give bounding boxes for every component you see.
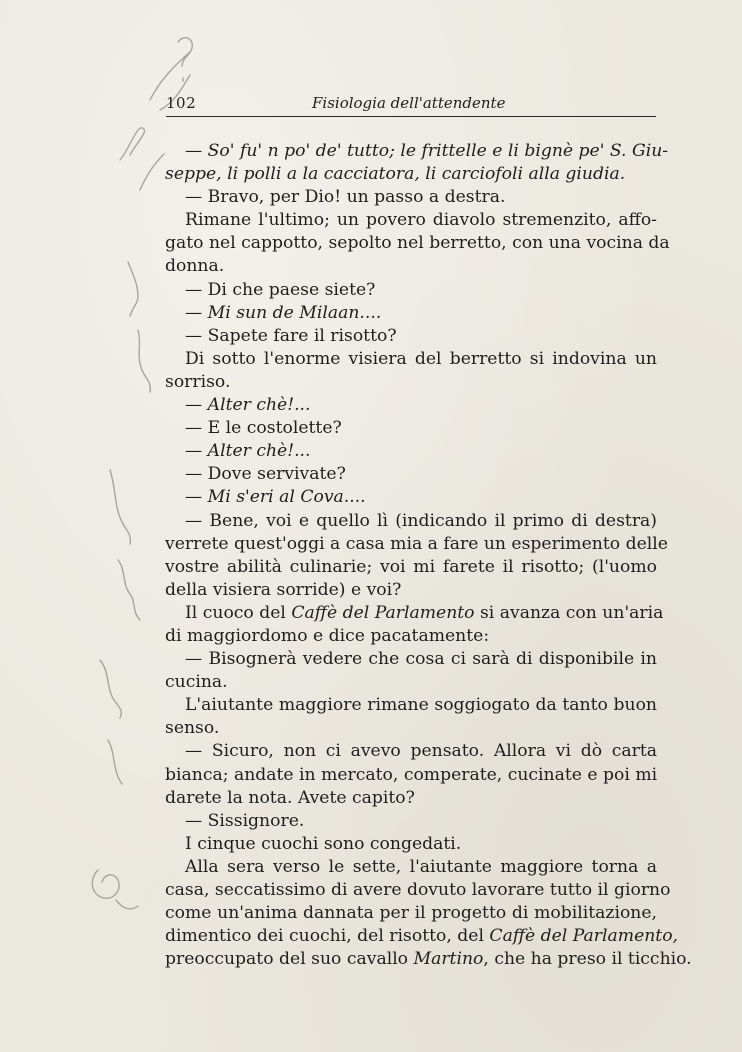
text-line [165, 463, 657, 486]
roman-segment: — Bisognerà vedere che cosa ci sarà di disponibile in [185, 649, 657, 670]
roman-segment: preoccupato del suo cavallo [165, 949, 414, 970]
text-line [165, 394, 657, 417]
roman-segment: — E le costolette? [185, 418, 342, 439]
text-line [165, 856, 657, 879]
text-line [165, 671, 657, 694]
roman-segment: — Bene, voi e quello lì (indicando il primo di destra) [185, 510, 657, 531]
text-line [165, 648, 657, 671]
text-line [165, 925, 679, 948]
text-line [165, 833, 657, 856]
roman-segment: — Bravo, per Dio! un passo a destra. [185, 187, 506, 208]
text-line [165, 579, 657, 602]
roman-segment: — Dove servivate? [185, 464, 346, 485]
italic-segment: Mi s'eri al Cova.... [207, 487, 366, 508]
text-line [165, 371, 657, 394]
text-line [165, 556, 657, 579]
italic-segment: Alter chè!... [207, 395, 311, 416]
text-line [165, 348, 657, 371]
text-line [165, 302, 657, 325]
running-title: Fisiologia dell'attendente [312, 94, 506, 112]
roman-segment: — [185, 395, 208, 416]
text-line [165, 625, 657, 648]
text-line [165, 279, 657, 302]
roman-segment: cucina. [165, 672, 228, 693]
text-line [165, 533, 668, 556]
roman-segment: si avanza con un'aria [474, 602, 664, 623]
roman-segment: L'aiutante maggiore rimane soggiogato da tanto buon [185, 695, 657, 716]
text-line [165, 417, 657, 440]
text-line [165, 163, 657, 186]
roman-segment: di maggiordomo e dice pacatamente: [165, 625, 490, 646]
roman-segment: — Sapete fare il risotto? [185, 325, 397, 346]
roman-segment: donna. [165, 256, 225, 277]
roman-segment: come un'anima dannata per il progetto di mobilitazione, [165, 903, 657, 924]
text-line [165, 879, 671, 902]
marginalia-diagonal-note [120, 128, 164, 190]
text-line [165, 209, 657, 232]
text-line [165, 787, 657, 810]
text-line [165, 902, 657, 925]
roman-segment: senso. [165, 718, 220, 739]
page-header [166, 94, 656, 117]
text-line [165, 602, 664, 625]
roman-segment: bianca; andate in mercato, comperate, cucinate e poi mi [165, 764, 658, 785]
roman-segment: sorriso. [165, 371, 231, 392]
marginalia-vertical-note-3 [100, 660, 122, 784]
marginalia-question-mark [178, 38, 192, 81]
roman-segment: — Sicuro, non ci avevo pensato. Allora vi dò carta [185, 741, 657, 762]
roman-segment: gato nel cappotto, sepolto nel berretto, con una vocina da [165, 233, 670, 254]
roman-segment: Il cuoco del [185, 602, 292, 623]
italic-segment: Caffè del Parlamento [291, 602, 475, 623]
marginalia-vertical-note-1 [128, 262, 150, 392]
roman-segment: I cinque cuochi sono congedati. [185, 833, 462, 854]
roman-segment: vostre abilità culinarie; voi mi farete il risotto; (l'uomo [165, 556, 657, 577]
marginalia-signature-loop [92, 870, 138, 909]
marginalia-vertical-note-2 [110, 470, 140, 620]
text-line [165, 694, 657, 717]
roman-segment: casa, seccatissimo di avere dovuto lavorare tutto il giorno [165, 880, 671, 900]
body-text [165, 140, 692, 971]
italic-segment: Martino [413, 949, 484, 970]
text-line [165, 232, 670, 255]
roman-segment: Rimane l'ultimo; un povero diavolo stremenzito, affo- [185, 210, 657, 231]
roman-segment: Alla sera verso le sette, l'aiutante maggiore torna a [185, 856, 657, 877]
text-line [165, 810, 657, 833]
text-line [165, 140, 669, 163]
text-line [165, 717, 657, 740]
italic-segment: So' fu' n po' de' tutto; le frittelle e li bignè pe' S. Giu- [207, 141, 669, 161]
page-number: 102 [166, 94, 197, 112]
text-line [165, 325, 657, 348]
italic-segment: Caffè del Parlamento, [489, 926, 679, 947]
text-line [165, 948, 692, 971]
text-line [165, 740, 657, 763]
roman-segment: darete la nota. Avete capito? [165, 787, 415, 808]
roman-segment: della visiera sorride) e voi? [165, 579, 402, 600]
roman-segment: — [185, 441, 208, 462]
roman-segment: verrete quest'oggi a casa mia a fare un esperimento delle [165, 533, 668, 554]
roman-segment: , che ha preso il ticchio. [483, 949, 692, 970]
roman-segment: — Di che paese siete? [185, 279, 376, 300]
roman-segment: — [185, 302, 208, 323]
text-line [165, 510, 657, 533]
text-line [165, 255, 657, 278]
text-line [165, 186, 657, 209]
roman-segment: — [185, 141, 208, 161]
italic-segment: Mi sun de Milaan.... [207, 302, 382, 323]
text-line [165, 486, 657, 509]
roman-segment: — Sissignore. [185, 810, 305, 831]
roman-segment: — [185, 487, 208, 508]
italic-segment: Alter chè!... [207, 441, 311, 462]
italic-segment: seppe, li polli a la cacciatora, li carciofoli alla giudia. [165, 164, 626, 185]
text-line [165, 440, 657, 463]
roman-segment: Di sotto l'enorme visiera del berretto si indovina un [185, 348, 657, 369]
text-line [165, 764, 657, 787]
roman-segment: dimentico dei cuochi, del risotto, del [165, 926, 490, 947]
